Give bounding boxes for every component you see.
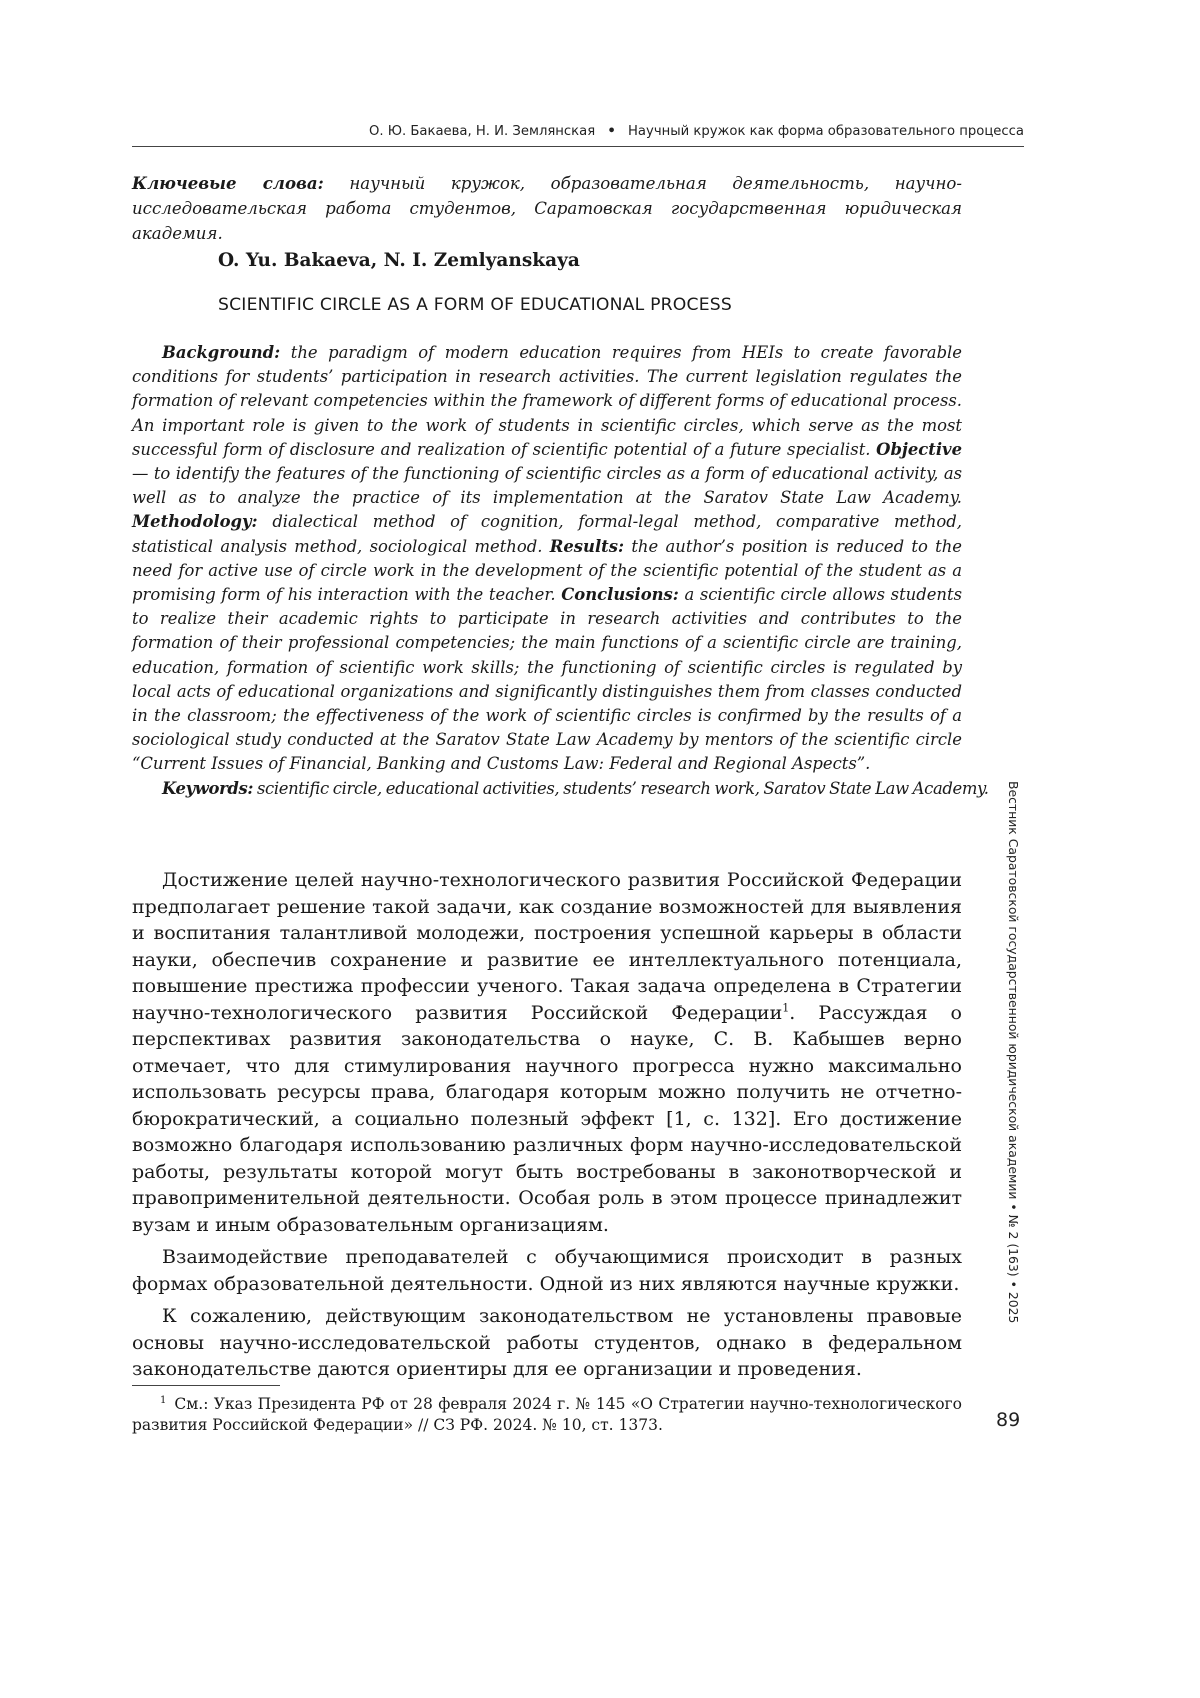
keywords-ru <box>132 171 962 246</box>
conclusions-text: a scientific circle allows students to realize their academic rights to participate in research activities and contributes to the formation of their professional competencies; the main functions of a scientific circle are training, education, formation of scientific work skills; the functioning of scientific circles is regulated by local acts of educational organizations and significantly distinguishes them from classes conducted in the classroom; the effectiveness of the work of scientific circles is confirmed by the results of a sociological study conducted at the Saratov State Law Academy by mentors of the scientific circle “Current Issues of Financial, Banking and Customs Law: Federal and Regional Aspects”. <box>132 585 962 773</box>
results-label: Results: <box>550 537 624 556</box>
page-number: 89 <box>996 1409 1020 1431</box>
objective-label: Objective <box>876 440 962 459</box>
body-paragraph-3: К сожалению, действующим законодательством не установлены правовые основы научно-исследовательской работы студентов, однако в федеральном законодательстве даются ориентиры для ее организации и проведения. <box>132 1303 962 1383</box>
keywords-ru-label: Ключевые слова: <box>132 173 324 193</box>
footnote <box>132 1390 962 1436</box>
body-paragraph-2: Взаимодействие преподавателей с обучающимися происходит в разных формах образовательной деятельности. Одной из них являются научные кружки. <box>132 1244 962 1297</box>
abstract-en <box>132 341 962 801</box>
methodology-label: Methodology: <box>132 512 258 531</box>
background-label: Background: <box>162 343 280 362</box>
keywords-en-label: Keywords: <box>162 779 253 798</box>
footnote-reference[interactable]: 1 <box>782 1001 789 1014</box>
footnote-number: 1 <box>160 1395 166 1406</box>
body-paragraph-1 <box>132 867 962 1238</box>
running-head-title: Научный кружок как форма образовательного процесса <box>628 124 1024 139</box>
conclusions-label: Conclusions: <box>561 585 679 604</box>
keywords-en-text: scientific circle, educational activities, students’ research work, Saratov State Law Academy. <box>253 779 989 798</box>
body-p1-start: Достижение целей научно-технологического развития Российской Федерации предполагает решение такой задачи, как создание возможностей для выявления и воспитания талантливой молодежи, построения успешной карьеры в области науки, обеспечив сохранение и развитие ее интеллектуального потенциала, повышение престижа профессии ученого. Такая задача определена в Стратегии научно-технологического развития Российской Федерации <box>132 869 962 1024</box>
authors-en: O. Yu. Bakaeva, N. I. Zemlyanskaya <box>218 250 580 271</box>
running-head-authors: О. Ю. Бакаева, Н. И. Землянская <box>369 124 595 139</box>
results-text: the author’s position is reduced to the need for active use of circle work in the development of the scientific potential of the student as a promising form of his interaction with the teacher. <box>132 537 962 604</box>
footnote-text: См.: Указ Президента РФ от 28 февраля 2024 г. № 145 «О Стратегии научно-технологического развития Российской Федерации» // СЗ РФ. 2024. № 10, ст. 1373. <box>132 1395 962 1434</box>
article-body <box>132 867 962 1389</box>
background-text: the paradigm of modern education requires from HEIs to create favorable conditions for students’ participation in research activities. The current legislation regulates the formation of relevant competencies within the framework of different forms of educational process. An important role is given to the work of students in scientific circles, which serve as the most successful form of disclosure and realization of scientific potential of a future specialist. <box>132 343 962 459</box>
running-head-bullet: • <box>607 124 615 139</box>
body-p1-end: . Рассуждая о перспективах развития законодательства о науке, С. В. Кабышев верно отмечает, что для стимулирования научного прогресса нужно максимально использовать ресурсы права, благодаря которым можно получить не отчетно-бюрократический, а социально полезный эффект [1, с. 132]. Его достижение возможно благодаря использованию различных форм научно-исследовательской работы, результаты которой могут быть востребованы в законотворческой и правоприменительной деятельности. Особая роль в этом процессе принадлежит вузам и иным образовательным организациям. <box>132 1002 962 1236</box>
header-divider <box>132 146 1024 147</box>
methodology-text: dialectical method of cognition, formal-legal method, comparative method, statistical analysis method, sociological method. <box>132 512 962 555</box>
article-title-en: SCIENTIFIC CIRCLE AS A FORM OF EDUCATIONAL PROCESS <box>218 295 732 315</box>
journal-side-title: Вестник Саратовской государственной юридической академии • № 2 (163) • 2025 <box>1003 781 1023 1293</box>
keywords-en <box>132 777 962 801</box>
keywords-ru-text: научный кружок, образовательная деятельность, научно-исследовательская работа студентов, Саратовская государственная юридическая академия. <box>132 174 962 243</box>
objective-text: — to identify the features of the functioning of scientific circles as a form of educational activity, as well as to analyze the practice of its implementation at the Saratov State Law Academy. <box>132 464 962 507</box>
footnote-divider <box>132 1385 280 1386</box>
abstract-paragraph <box>132 341 962 777</box>
running-head <box>132 124 1024 139</box>
